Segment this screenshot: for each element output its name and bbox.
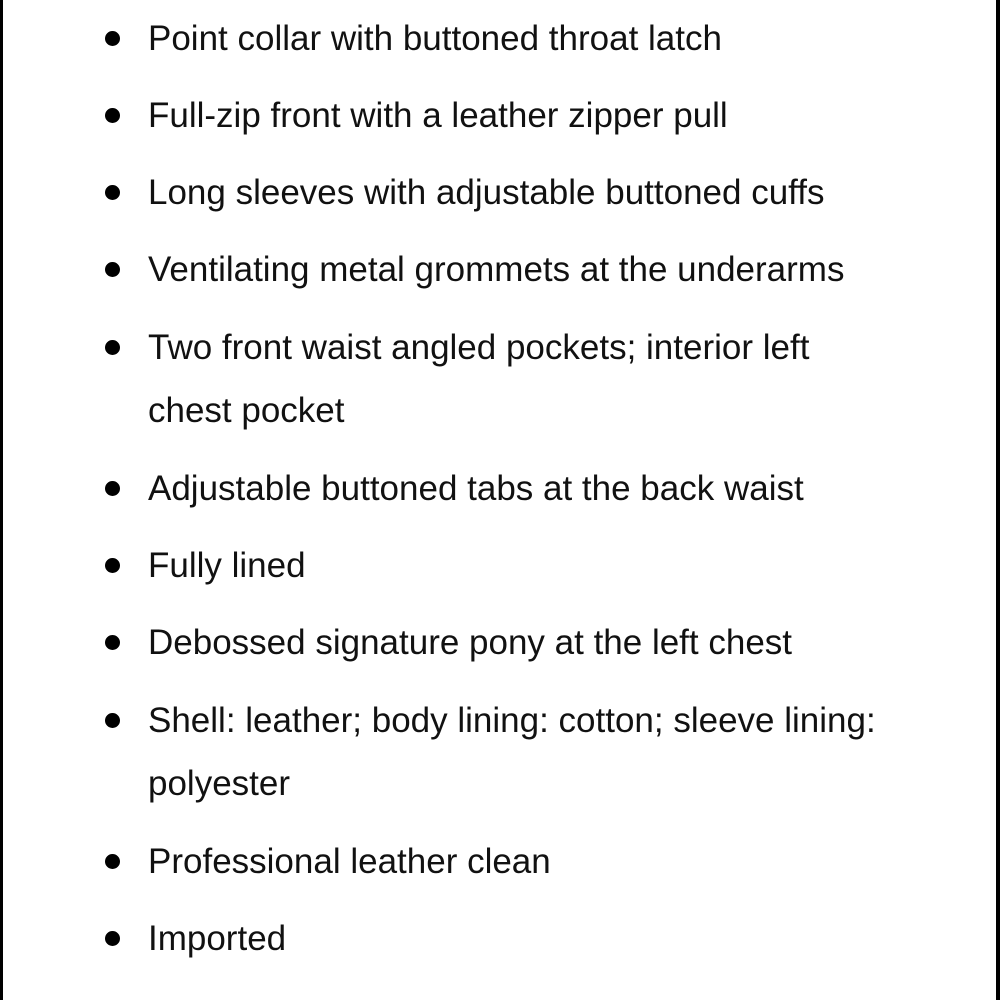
feature-text: Fully lined (148, 546, 306, 585)
feature-text: Ventilating metal grommets at the underarms (148, 250, 845, 289)
feature-item (100, 316, 900, 442)
feature-text: Point collar with buttoned throat latch (148, 19, 722, 58)
bullet-icon (105, 558, 120, 573)
bullet-icon (105, 108, 120, 123)
feature-text: Shell: leather; body lining: cotton; sleeve lining: polyester (148, 701, 876, 803)
feature-item (100, 457, 900, 520)
feature-item (100, 534, 900, 597)
bullet-icon (105, 481, 120, 496)
bullet-icon (105, 31, 120, 46)
feature-text: Full-zip front with a leather zipper pull (148, 96, 728, 135)
feature-item (100, 830, 900, 893)
bullet-icon (105, 185, 120, 200)
feature-text: Two front waist angled pockets; interior left chest pocket (148, 328, 810, 430)
feature-text: Adjustable buttoned tabs at the back waist (148, 469, 804, 508)
feature-text: Long sleeves with adjustable buttoned cuffs (148, 173, 825, 212)
feature-text: Professional leather clean (148, 842, 551, 881)
feature-text: Debossed signature pony at the left chest (148, 623, 793, 662)
bullet-icon (105, 262, 120, 277)
bullet-icon (105, 635, 120, 650)
bullet-icon (105, 340, 120, 355)
feature-item (100, 611, 900, 674)
bullet-icon (105, 713, 120, 728)
feature-item (100, 84, 900, 147)
feature-item (100, 7, 900, 70)
bullet-icon (105, 854, 120, 869)
feature-item (100, 689, 900, 815)
feature-text: Imported (148, 919, 287, 958)
feature-item (100, 907, 900, 970)
feature-item (100, 161, 900, 224)
bullet-icon (105, 931, 120, 946)
feature-item (100, 238, 900, 301)
